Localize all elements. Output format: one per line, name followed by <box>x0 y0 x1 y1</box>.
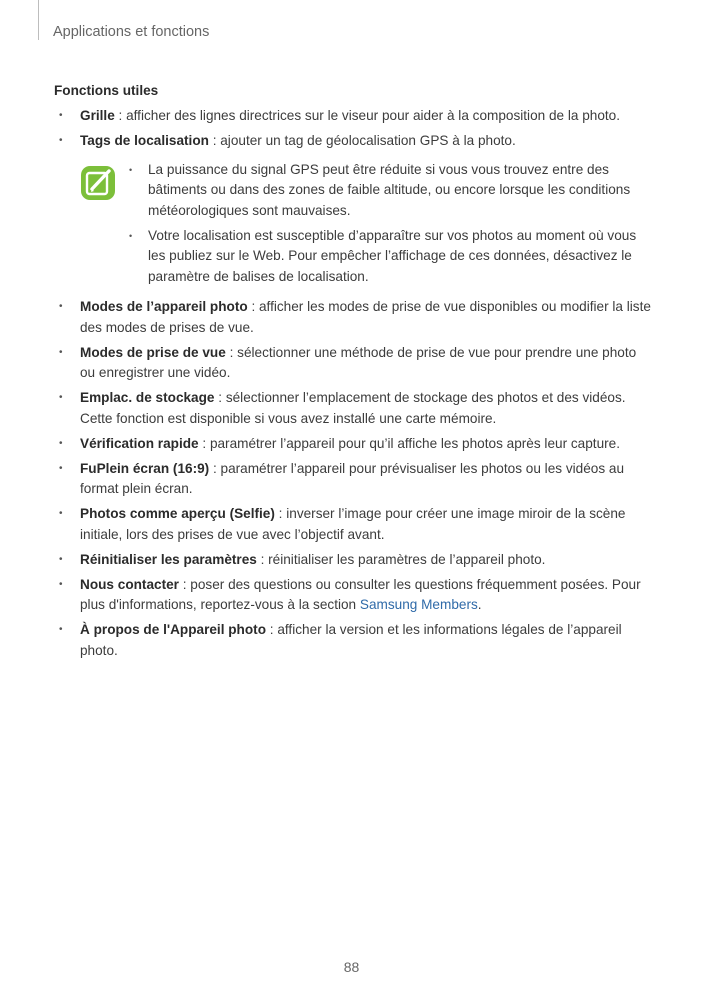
samsung-members-link[interactable]: Samsung Members <box>359 597 478 612</box>
item-description: : paramétrer l’appareil pour prévisualiser les photos ou les vidéos au format plein écran. <box>80 460 625 496</box>
item-description: : ajouter un tag de géolocalisation GPS à la photo. <box>208 133 516 148</box>
item-term: Grille <box>80 108 115 123</box>
list-item <box>54 106 654 127</box>
list-item <box>54 131 654 152</box>
page-number: 88 <box>343 959 360 975</box>
list-item <box>54 620 654 661</box>
item-term: Modes de l’appareil photo <box>80 299 248 314</box>
feature-list-top <box>54 106 654 152</box>
item-term: Réinitialiser les paramètres <box>80 551 257 567</box>
item-description: : réinitialiser les paramètres de l’appareil photo. <box>256 551 546 567</box>
list-item <box>54 504 654 545</box>
list-item <box>54 459 654 500</box>
item-term: Emplac. de stockage <box>80 390 215 405</box>
note-pencil-icon <box>80 165 116 201</box>
note-item: • La puissance du signal GPS peut être réduite si vous vous trouvez entre des bâtiments ou dans des zones de faible altitude, ou encore lorsque les conditions météorologiques sont mauvaises. <box>116 160 654 222</box>
item-term: Photos comme aperçu (Selfie) <box>80 506 275 521</box>
item-description: : afficher les modes de prise de vue disponibles ou modifier la liste des modes de prises de vue. <box>80 299 651 335</box>
item-description: : inverser l’image pour créer une image miroir de la scène initiale, lors des prises de vue avec l’objectif avant. <box>80 506 626 542</box>
item-term: À propos de l'Appareil photo <box>80 622 266 637</box>
item-description: : sélectionner l’emplacement de stockage des photos et des vidéos. Cette fonction est disponible si vous avez installé une carte mémoire. <box>80 390 626 426</box>
item-term: FuPlein écran (16:9) <box>80 460 210 476</box>
item-term: Modes de prise de vue <box>80 344 226 360</box>
item-description: : sélectionner une méthode de prise de vue pour prendre une photo ou enregistrer une vidéo. <box>80 344 637 380</box>
list-item <box>54 434 654 455</box>
note-box <box>54 160 654 288</box>
item-description: : afficher des lignes directrices sur le viseur pour aider à la composition de la photo. <box>114 108 621 123</box>
item-term: Nous contacter <box>80 576 179 592</box>
item-term: Tags de localisation <box>80 133 209 148</box>
list-item <box>54 343 654 384</box>
list-item <box>54 575 654 616</box>
list-item <box>54 550 654 571</box>
item-description-tail: . <box>477 597 482 612</box>
feature-list-bottom <box>54 297 654 661</box>
page-content <box>54 83 654 666</box>
chapter-title: Applications et fonctions <box>53 24 210 40</box>
item-description: : afficher la version et les informations légales de l’appareil photo. <box>80 622 622 658</box>
list-item <box>54 388 654 429</box>
item-term: Vérification rapide <box>80 435 199 451</box>
item-description: : poser des questions ou consulter les questions fréquemment posées. Pour plus d'informations, reportez-vous à la section <box>80 576 641 612</box>
item-description: : paramétrer l’appareil pour qu’il affiche les photos après leur capture. <box>198 435 620 451</box>
list-item <box>54 297 654 338</box>
note-item: • Votre localisation est susceptible d’apparaître sur vos photos au moment où vous les publiez sur le Web. Pour empêcher l’affichage de ces données, désactivez le paramètre de balises de localisation. <box>116 226 654 288</box>
header-divider <box>38 0 39 40</box>
note-list <box>116 160 654 288</box>
section-title: Fonctions utiles <box>54 83 159 98</box>
